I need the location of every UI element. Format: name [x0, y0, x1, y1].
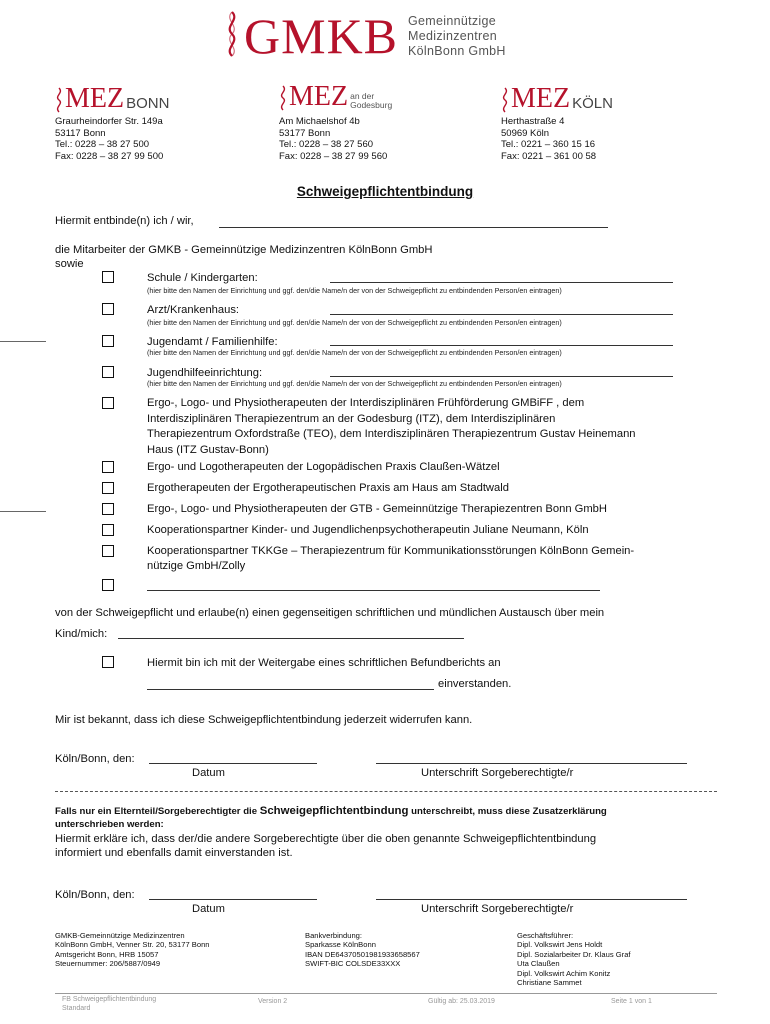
gmkb-logo — [222, 10, 506, 62]
place-date-label-2: Köln/Bonn, den: — [55, 889, 135, 901]
option-doctor-label: Arzt/Krankenhaus: — [147, 304, 240, 316]
date-label: Datum — [192, 767, 225, 779]
footer-divider — [55, 993, 717, 994]
option-school-label: Schule / Kindergarten: — [147, 272, 258, 284]
addendum-heading: Falls nur ein Elternteil/Sorgeberechtigter die Schweigepflichtentbindung unterschreibt, muss diese Zusatzerklärung unterschrieben werden: — [55, 805, 607, 830]
report-recipient-line[interactable] — [147, 689, 434, 690]
hint-text: (hier bitte den Namen der Einrichtung und ggf. den/die Name/n der von der Schweigepflicht zu entbindenden Person/en eintragen) — [147, 286, 562, 295]
names-input-line[interactable] — [219, 227, 608, 228]
youth-facility-input-line[interactable] — [330, 376, 673, 377]
hint-text: (hier bitte den Namen der Einrichtung und ggf. den/die Name/n der von der Schweigepflicht zu entbindenden Person/en eintragen) — [147, 348, 562, 357]
doctor-input-line[interactable] — [330, 314, 673, 315]
hint-text: (hier bitte den Namen der Einrichtung und ggf. den/die Name/n der von der Schweigepflicht zu entbindenden Person/en eintragen) — [147, 379, 562, 388]
sowie-text: sowie — [55, 258, 84, 270]
date-input-line-2[interactable] — [149, 899, 317, 900]
helix-icon — [54, 87, 64, 113]
divider — [55, 791, 717, 792]
signature-input-line-2[interactable] — [376, 899, 687, 900]
footer-company: GMKB-Gemeinnützige Medizinzentren KölnBonn GmbH, Venner Str. 20, 53177 Bonn Amtsgericht Bonn, HRB 15057 Steuernummer: 206/5887/0949 — [55, 931, 210, 969]
page-title: Schweigepflichtentbindung — [296, 184, 474, 199]
signature-label: Unterschrift Sorgeberechtigte/r — [421, 767, 574, 779]
hint-text: (hier bitte den Namen der Einrichtung und ggf. den/die Name/n der von der Schweigepflicht zu entbindenden Person/en eintragen) — [147, 318, 562, 327]
option-youth-facility-label: Jugendhilfeeinrichtung: — [147, 367, 263, 379]
address-godesburg: Am Michaelshof 4b 53177 Bonn Tel.: 0228 – 38 27 560 Fax: 0228 – 38 27 99 560 — [279, 116, 388, 162]
mez-koeln-logo: MEZ KÖLN — [500, 85, 613, 113]
checkbox-tkkge[interactable] — [102, 545, 114, 557]
release-text-2: Kind/mich: — [55, 628, 108, 640]
helix-icon — [500, 87, 510, 113]
address-bonn: Graurheindorfer Str. 149a 53117 Bonn Tel.: 0228 – 38 27 500 Fax: 0228 – 38 27 99 500 — [55, 116, 164, 162]
intro-text: Hiermit entbinde(n) ich / wir, — [55, 215, 194, 227]
mez-godesburg-logo: MEZ an der Godesburg — [278, 83, 392, 111]
signature-input-line[interactable] — [376, 763, 687, 764]
option-youth-office-label: Jugendamt / Familienhilfe: — [147, 336, 278, 348]
option-gmbiff-text: Ergo-, Logo- und Physiotherapeuten der Interdisziplinären Frühförderung GMBiFF , dem Interdisziplinären Therapiezentrum an der Godesburg (ITZ), dem Interdisziplinären Therapiezentrum Oxfordstraße (TEO), dem Interdisziplinären Therapiezentrum Gustav Heinemann Haus (ITZ Gustav-Bonn) — [147, 397, 636, 456]
checkbox-school[interactable] — [102, 271, 114, 283]
helix-icon — [278, 85, 288, 111]
mez-bonn-logo: MEZ BONN — [54, 85, 169, 113]
footer-valid-from: Gültig ab: 25.03.2019 — [428, 998, 495, 1005]
option-ergotherapie-text: Ergotherapeuten der Ergotherapeutischen Praxis am Haus am Stadtwald — [147, 482, 509, 494]
revoke-text: Mir ist bekannt, dass ich diese Schweigepflichtentbindung jederzeit widerrufen kann. — [55, 714, 473, 726]
addendum-text: Hiermit erkläre ich, dass der/die andere Sorgeberechtigte über die oben genannte Schweigepflichtentbindung informiert und ebenfalls damit einverstanden ist. — [55, 833, 597, 859]
checkbox-gtb[interactable] — [102, 503, 114, 515]
checkbox-report[interactable] — [102, 656, 114, 668]
footer-doc-name: FB Schweigepflichtentbindung Standard — [62, 996, 157, 1012]
date-label-2: Datum — [192, 903, 225, 915]
other-input-line[interactable] — [147, 590, 600, 591]
youth-office-input-line[interactable] — [330, 345, 673, 346]
place-date-label: Köln/Bonn, den: — [55, 753, 135, 765]
option-logopaedie-text: Ergo- und Logotherapeuten der Logopädischen Praxis Claußen-Wätzel — [147, 461, 500, 473]
checkbox-other[interactable] — [102, 579, 114, 591]
date-input-line[interactable] — [149, 763, 317, 764]
checkbox-ergotherapie[interactable] — [102, 482, 114, 494]
option-tkkge-text: Kooperationspartner TKKGe – Therapiezentrum für Kommunikationsstörungen KölnBonn Gemein- nützige GmbH/Zolly — [147, 545, 635, 572]
punch-mark — [0, 511, 46, 512]
report-text-2: einverstanden. — [438, 678, 512, 690]
checkbox-doctor[interactable] — [102, 303, 114, 315]
address-koeln: Herthastraße 4 50969 Köln Tel.: 0221 – 360 15 16 Fax: 0221 – 361 00 58 — [501, 116, 597, 162]
checkbox-logopaedie[interactable] — [102, 461, 114, 473]
footer-page: Seite 1 von 1 — [611, 998, 652, 1005]
report-text-1: Hiermit bin ich mit der Weitergabe eines schriftlichen Befundberichts an — [147, 657, 501, 669]
fold-mark — [0, 341, 46, 342]
footer-bank: Bankverbindung: Sparkasse KölnBonn IBAN DE64370501981933658567 SWIFT-BIC COLSDE33XXX — [305, 931, 420, 969]
footer-version: Version 2 — [258, 998, 288, 1005]
signature-label-2: Unterschrift Sorgeberechtigte/r — [421, 903, 574, 915]
gmkb-subtitle: Gemeinnützige Medizinzentren KölnBonn GmbH — [408, 13, 506, 58]
staff-line: die Mitarbeiter der GMKB - Gemeinnützige Medizinzentren KölnBonn GmbH — [55, 244, 433, 256]
option-neumann-text: Kooperationspartner Kinder- und Jugendlichenpsychotherapeutin Juliane Neumann, Köln — [147, 524, 589, 536]
footer-management: Geschäftsführer: Dipl. Volkswirt Jens Holdt Dipl. Sozialarbeiter Dr. Klaus Graf Uta Claußen Dipl. Volkswirt Achim Konitz Christiane Sammet — [517, 931, 631, 988]
gmkb-wordmark: GMKB — [244, 8, 399, 64]
helix-logo-icon — [222, 10, 242, 62]
checkbox-youth-facility[interactable] — [102, 366, 114, 378]
checkbox-youth-office[interactable] — [102, 335, 114, 347]
checkbox-gmbiff[interactable] — [102, 397, 114, 409]
checkbox-neumann[interactable] — [102, 524, 114, 536]
child-input-line[interactable] — [118, 638, 464, 639]
release-text-1: von der Schweigepflicht und erlaube(n) einen gegenseitigen schriftlichen und mündlichen Austausch über mein — [55, 607, 605, 619]
school-input-line[interactable] — [330, 282, 673, 283]
option-gtb-text: Ergo-, Logo- und Physiotherapeuten der GTB - Gemeinnützige Therapiezentren Bonn GmbH — [147, 503, 607, 515]
